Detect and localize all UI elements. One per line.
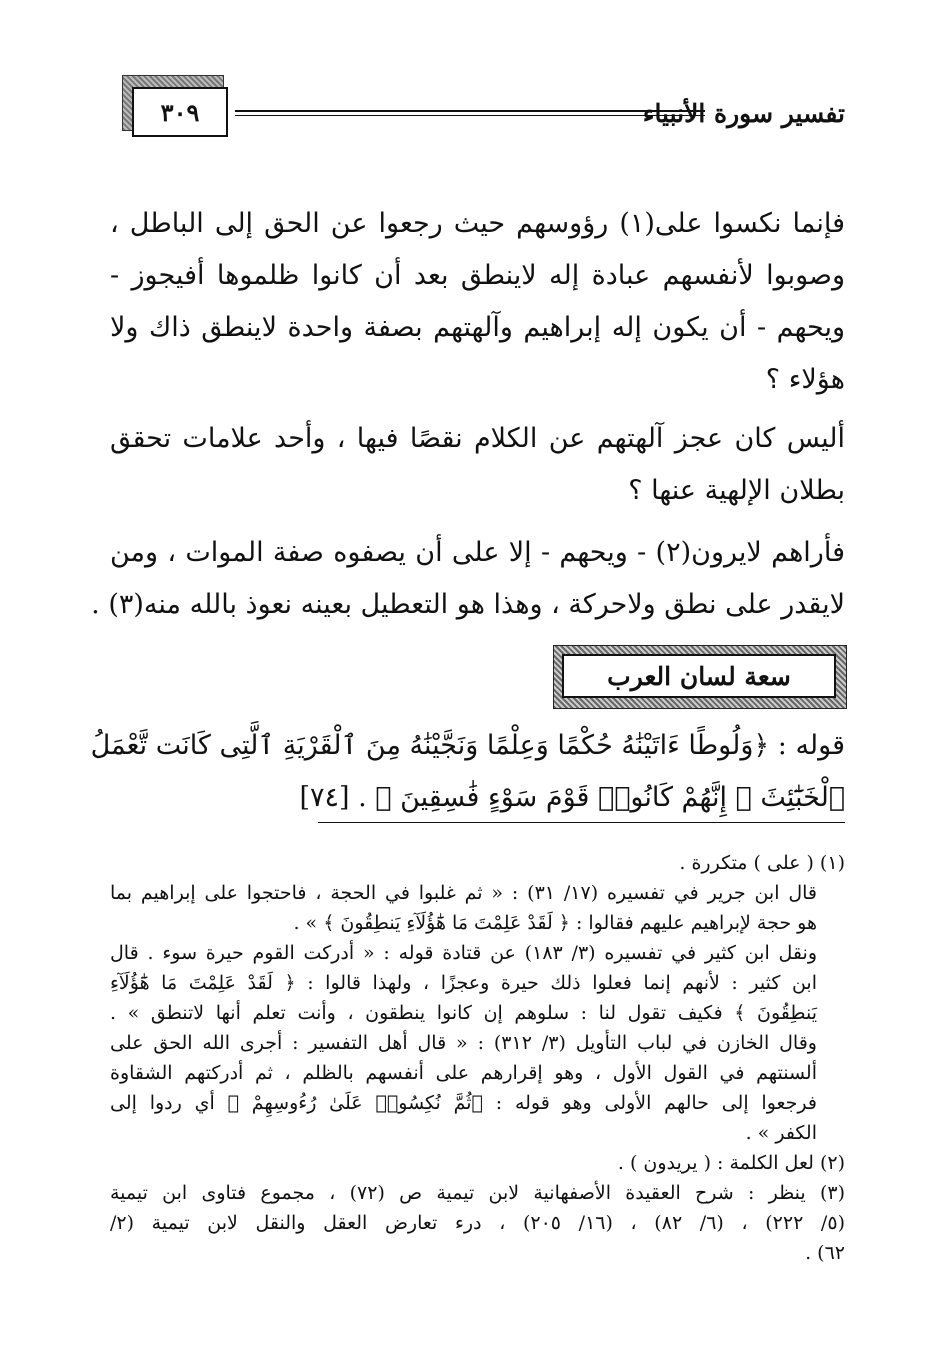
footnote-line: ٦٢) . [805, 1242, 845, 1264]
paragraph-line: ويحهم - أن يكون إله إبراهيم وآلهتهم بصفة واحدة لاينطق ذاك ولا [110, 312, 845, 343]
quran-verse [90, 720, 845, 824]
paragraph-3 [91, 527, 845, 631]
footnotes [110, 848, 845, 1268]
footnote-line: (١) ( على ) متكررة . [679, 852, 845, 874]
paragraph-line: أليس كان عجز آلهتهم عن الكلام نقصًا فيها ، وأحد علامات تحقق [110, 423, 845, 454]
footnote-line: ابن كثير : لأنهم إنما فعلوا ذلك حيرة وعجزًا ، ولهذا قالوا : ﴿ لَقَدْ عَلِمْتَ مَا هَٰٓؤُلَآءِ [110, 972, 817, 994]
section-heading-frame [553, 645, 847, 709]
footnote-separator [318, 822, 845, 823]
verse-line: قوله : ﴿وَلُوطًا ءَاتَيْنَٰهُ حُكْمًا وَعِلْمًا وَنَجَّيْنَٰهُ مِنَ ٱلْقَرْيَةِ ٱلَّتِى كَانَت تَّعْمَلُ [90, 730, 845, 761]
header-rule [235, 110, 705, 112]
paragraph-line: هؤلاء ؟ [765, 364, 845, 395]
header-rule-thin [235, 115, 705, 116]
footnote-line: (٣) ينظر : شرح العقيدة الأصفهانية لابن تيمية ص (٧٢) ، مجموع فتاوى ابن تيمية [110, 1182, 845, 1204]
footnote-line: ألسنتهم في القول الأول ، وهو إقرارهم على أنفسهم بالظلم ، ثم أدركتهم الشقاوة [110, 1062, 817, 1084]
paragraph-line: بطلان الإلهية عنها ؟ [628, 475, 845, 506]
page-number: ٣٠٩ [132, 87, 228, 137]
footnote-1-quote-ibn-jarir [110, 878, 845, 938]
section-heading: سعة لسان العرب [562, 654, 836, 698]
paragraph-line: وصوبوا لأنفسهم عبادة إله لاينطق بعد أن كانوا ظلموها أفيجوز - [110, 260, 845, 291]
paragraph-line: لايقدر على نطق ولاحركة ، وهذا هو التعطيل بعينه نعوذ بالله منه(٣) . [91, 589, 845, 620]
footnote-line: الكفر » . [745, 1122, 817, 1144]
paragraph-1 [110, 198, 845, 406]
footnote-line: (٢) لعل الكلمة : ( يريدون ) . [617, 1152, 845, 1174]
footnote-line: يَنطِقُونَ ﴾ فكيف تقول لنا : سلوهم إن كانوا ينطقون ، وأنت تعلم أنها لاتنطق » . [110, 1002, 817, 1024]
footnote-line: فرجعوا إلى حالهم الأولى وهو قوله : ﴿ثُمَّ نُكِسُوا۟ عَلَىٰ رُءُوسِهِمْ ﴾ أي ردوا إلى [110, 1092, 817, 1114]
paragraph-2 [110, 413, 845, 517]
footnote-3 [110, 1178, 845, 1268]
footnote-line: قال ابن جرير في تفسيره (١٧/ ٣١) : « ثم غلبوا في الحجة ، فاحتجوا على إبراهيم بما [110, 882, 817, 904]
paragraph-line: فإنما نكسوا على(١) رؤوسهم حيث رجعوا عن الحق إلى الباطل ، [110, 208, 845, 239]
footnote-1 [110, 848, 845, 878]
verse-line: ٱلْخَبَٰٓئِثَ ۗ إِنَّهُمْ كَانُوا۟ قَوْمَ سَوْءٍ فَٰسِقِينَ ﴾ . [٧٤] [299, 782, 845, 813]
footnote-1-quote-khazin [110, 1028, 845, 1148]
paragraph-line: فأراهم لايرون(٢) - ويحهم - إلا على أن يصفوه صفة الموات ، ومن [110, 537, 845, 568]
footnote-line: ونقل ابن كثير في تفسيره (٣/ ١٨٣) عن قتادة قوله : « أدركت القوم حيرة سوء . قال [110, 942, 817, 964]
footnote-line: هو حجة لإبراهيم عليهم فقالوا : ﴿ لَقَدْ عَلِمْتَ مَا هَٰٓؤُلَآءِ يَنطِقُونَ ﴾ » . [293, 912, 817, 934]
footnote-line: وقال الخازن في لباب التأويل (٣/ ٣١٢) : « قال أهل التفسير : أجرى الله الحق على [110, 1032, 817, 1054]
footnote-1-quote-ibn-kathir [110, 938, 845, 1028]
running-title: تفسير سورة الأنبياء [642, 99, 845, 128]
footnote-line: (٥/ ٢٢٢) ، (٦/ ٨٢) ، (١٦/ ٢٠٥) ، درء تعارض العقل والنقل لابن تيمية (٢/ [110, 1212, 845, 1234]
page-header [110, 75, 845, 155]
footnote-2 [110, 1148, 845, 1178]
